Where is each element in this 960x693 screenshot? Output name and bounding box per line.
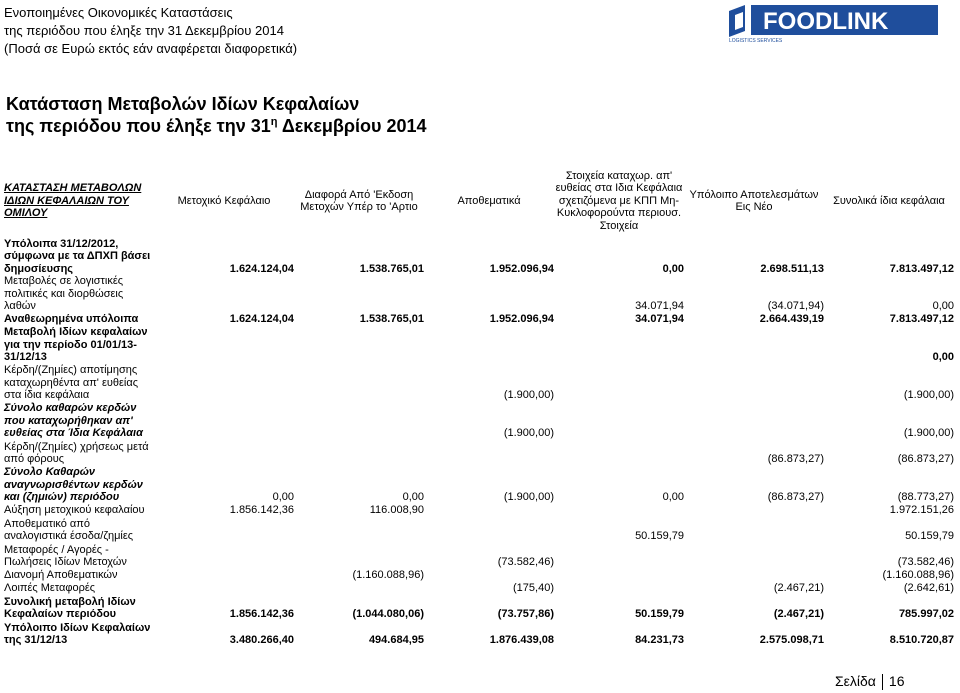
cell-value: 2.698.511,13	[760, 262, 824, 275]
cell-value	[154, 326, 294, 364]
cell-value: (1.160.088,96)	[352, 569, 424, 581]
cell-value	[684, 517, 824, 543]
cell-value: 0,00	[662, 491, 684, 503]
column-header-direct-equity-items: Στοιχεία καταχωρ. απ' ευθείας στα Ιδια Κεφάλαια σχετιζόμενα με ΚΠΠ Μη-Κυκλοφορούντα περιουσ. Στοιχεία	[555, 169, 683, 232]
row-label: Αποθεματικό από αναλογιστικά έσοδα/ζημίες	[4, 517, 134, 542]
cell-value: (1.900,00)	[903, 427, 954, 439]
row-label: Διανομή Αποθεματικών	[4, 569, 118, 581]
row-label: Μεταβολές σε λογιστικές πολιτικές και διορθώσεις λαθών	[4, 275, 124, 312]
column-header-description: ΚΑΤΑΣΤΑΣΗ ΜΕΤΑΒΟΛΩΝ ΙΔΙΩΝ ΚΕΦΑΛΑΙΩΝ ΤΟΥ ΟΜΙΛΟΥ	[4, 182, 142, 220]
logo-text: FOODLINK	[763, 8, 889, 35]
cell-value: 2.664.439,19	[759, 313, 824, 325]
column-header-retained-earnings: Υπόλοιπο Αποτελεσμάτων Εις Νέο	[689, 188, 819, 213]
row-label: Υπόλοιπα 31/12/2012, σύμφωνα με τα ΔΠΧΠ βάσει δημοσίευσης	[4, 237, 151, 275]
row-label: Συνολική μεταβολή Ιδίων Κεφαλαίων περιόδου	[4, 595, 136, 620]
cell-value	[154, 569, 294, 582]
cell-value: 50.159,79	[905, 530, 954, 542]
row-label: Κέρδη/(Ζημίες) αποτίμησης καταχωρηθέντα απ' ευθείας στα ίδια κεφάλαια	[4, 364, 138, 401]
footer-page-label: Σελίδα	[835, 673, 876, 689]
header-line-1: Ενοποιημένες Οικονομικές Καταστάσεις	[4, 5, 233, 20]
table-row	[4, 504, 954, 517]
table-row	[4, 364, 954, 402]
cell-value: 1.876.439,08	[489, 634, 554, 646]
cell-value: (73.582,46)	[897, 556, 954, 568]
cell-value: 84.231,73	[635, 634, 684, 646]
cell-value: 7.813.497,12	[889, 313, 954, 325]
table-row	[4, 595, 954, 621]
cell-value: (86.873,27)	[767, 491, 824, 503]
cell-value	[294, 582, 424, 595]
cell-value: 1.624.124,04	[229, 313, 294, 325]
cell-value: 34.071,94	[635, 300, 684, 312]
title-superscript: η	[270, 116, 278, 128]
cell-value: 1.952.096,94	[489, 313, 554, 325]
table-row	[4, 313, 954, 326]
cell-value: 116.008,90	[369, 504, 424, 516]
row-label: Σύνολο καθαρών κερδών που καταχωρήθηκαν απ' ευθείας στα Ίδια Κεφάλαια	[4, 402, 143, 439]
cell-value: (1.900,00)	[903, 389, 954, 401]
cell-value	[294, 402, 424, 440]
cell-value: 0,00	[272, 491, 294, 503]
cell-value: 7.813.497,12	[889, 262, 954, 275]
table-row	[4, 275, 954, 313]
cell-value	[424, 440, 554, 466]
cell-value: (2.467,21)	[773, 582, 824, 594]
page-title	[6, 93, 427, 137]
cell-value	[154, 440, 294, 466]
header-line-2: της περιόδου που έληξε την 31 Δεκεμβρίου 2014	[4, 23, 284, 38]
cell-value: 0,00	[662, 262, 684, 275]
row-label: Μεταβολή Ιδίων κεφαλαίων για την περίοδο 01/01/13-31/12/13	[4, 326, 148, 363]
cell-value: 785.997,02	[898, 608, 954, 620]
cell-value: 1.624.124,04	[229, 262, 294, 275]
cell-value: 1.972.151,26	[889, 504, 954, 516]
header-line-3: (Ποσά σε Ευρώ εκτός εάν αναφέρεται διαφορετικά)	[4, 41, 298, 56]
cell-value: 50.159,79	[635, 530, 684, 542]
cell-value: (1.900,00)	[503, 389, 554, 401]
cell-value	[294, 326, 424, 364]
cell-value: 1.952.096,94	[489, 262, 554, 275]
cell-value	[154, 582, 294, 595]
table-row	[4, 402, 954, 440]
cell-value	[154, 275, 294, 313]
cell-value: (1.044.080,06)	[352, 608, 424, 620]
cell-value	[424, 504, 554, 517]
cell-value: 494.684,95	[368, 634, 424, 646]
cell-value: 1.856.142,36	[229, 504, 294, 516]
cell-value	[684, 504, 824, 517]
cell-value: 1.856.142,36	[229, 608, 294, 620]
cell-value: (86.873,27)	[897, 453, 954, 465]
cell-value: (175,40)	[513, 582, 554, 594]
footer-separator	[882, 674, 883, 690]
cell-value: 0,00	[932, 351, 954, 363]
cell-value: 2.575.098,71	[759, 634, 824, 646]
cell-value: 0,00	[932, 300, 954, 312]
title-line-2: της περιόδου που έληξε την $31^\eta$ Δεκεμβρίου 2014	[6, 116, 427, 136]
cell-value: (2.467,21)	[773, 608, 824, 620]
cell-value	[154, 517, 294, 543]
logo-subtitle: LOGISTICS SERVICES	[729, 38, 783, 43]
row-label: Λοιπές Μεταφορές	[4, 582, 96, 594]
table-row	[4, 569, 954, 582]
table-row	[4, 517, 954, 543]
page-footer	[835, 673, 904, 690]
cell-value	[684, 402, 824, 440]
footer-page-number: 16	[888, 673, 905, 689]
row-label: Αναθεωρημένα υπόλοιπα	[4, 313, 139, 325]
column-header-share-capital: Μετοχικό Κεφάλαιο	[177, 194, 271, 207]
cell-value: 3.480.266,40	[229, 634, 294, 646]
table-row	[4, 466, 954, 504]
equity-changes-table	[4, 165, 954, 647]
cell-value: (73.582,46)	[497, 556, 554, 568]
row-label: Σύνολο Καθαρών αναγνωρισθέντων κερδών και (ζημιών) περιόδου	[4, 466, 143, 503]
cell-value	[424, 275, 554, 313]
cell-value	[554, 504, 684, 517]
cell-value	[684, 543, 824, 569]
cell-value	[554, 326, 684, 364]
table-row	[4, 237, 954, 275]
cell-value	[424, 517, 554, 543]
cell-value	[294, 517, 424, 543]
column-header-reserves: Αποθεματικά	[457, 194, 521, 207]
cell-value	[554, 569, 684, 582]
table-row	[4, 621, 954, 647]
cell-value: 1.538.765,01	[359, 313, 424, 325]
cell-value: (1.900,00)	[503, 427, 554, 439]
document-header	[4, 4, 297, 58]
cell-value: 0,00	[402, 491, 424, 503]
cell-value	[294, 440, 424, 466]
cell-value	[294, 364, 424, 402]
cell-value	[684, 569, 824, 582]
table-row	[4, 440, 954, 466]
cell-value	[294, 543, 424, 569]
cell-value	[554, 440, 684, 466]
cell-value	[554, 364, 684, 402]
cell-value: (2.642,61)	[903, 582, 954, 594]
cell-value	[154, 364, 294, 402]
table-row	[4, 582, 954, 595]
cell-value	[554, 582, 684, 595]
title-line-1: Κατάσταση Μεταβολών Ιδίων Κεφαλαίων	[6, 94, 360, 114]
cell-value	[154, 402, 294, 440]
cell-value: 8.510.720,87	[889, 634, 954, 646]
cell-value: (1.160.088,96)	[882, 569, 954, 581]
cell-value: 34.071,94	[635, 313, 684, 325]
row-label: Αύξηση μετοχικού κεφαλαίου	[4, 504, 145, 516]
cell-value	[294, 275, 424, 313]
cell-value	[554, 402, 684, 440]
table-row	[4, 543, 954, 569]
cell-value	[424, 326, 554, 364]
cell-value	[684, 364, 824, 402]
cell-value	[554, 543, 684, 569]
foodlink-logo	[725, 3, 940, 43]
cell-value	[424, 569, 554, 582]
cell-value	[154, 543, 294, 569]
cell-value: 50.159,79	[635, 608, 684, 620]
table-row	[4, 326, 954, 364]
column-header-share-premium: Διαφορά Από 'Εκδοση Μετοχών Υπέρ το 'Αρτιο	[300, 188, 418, 213]
row-label: Κέρδη/(Ζημίες) χρήσεως μετά από φόρους	[4, 440, 149, 465]
row-label: Υπόλοιπο Ιδίων Κεφαλαίων της 31/12/13	[4, 621, 151, 646]
cell-value: 1.538.765,01	[359, 262, 424, 275]
cell-value: (73.757,86)	[497, 608, 554, 620]
cell-value: (34.071,94)	[767, 300, 824, 312]
cell-value: (88.773,27)	[897, 491, 954, 503]
column-header-total-equity: Συνολικά ίδια κεφάλαια	[833, 194, 945, 207]
table-header-row	[4, 165, 954, 237]
cell-value: (1.900,00)	[503, 491, 554, 503]
cell-value: (86.873,27)	[767, 453, 824, 465]
row-label: Μεταφορές / Αγορές - Πωλήσεις Ιδίων Μετοχών	[4, 543, 127, 568]
cell-value	[684, 326, 824, 364]
